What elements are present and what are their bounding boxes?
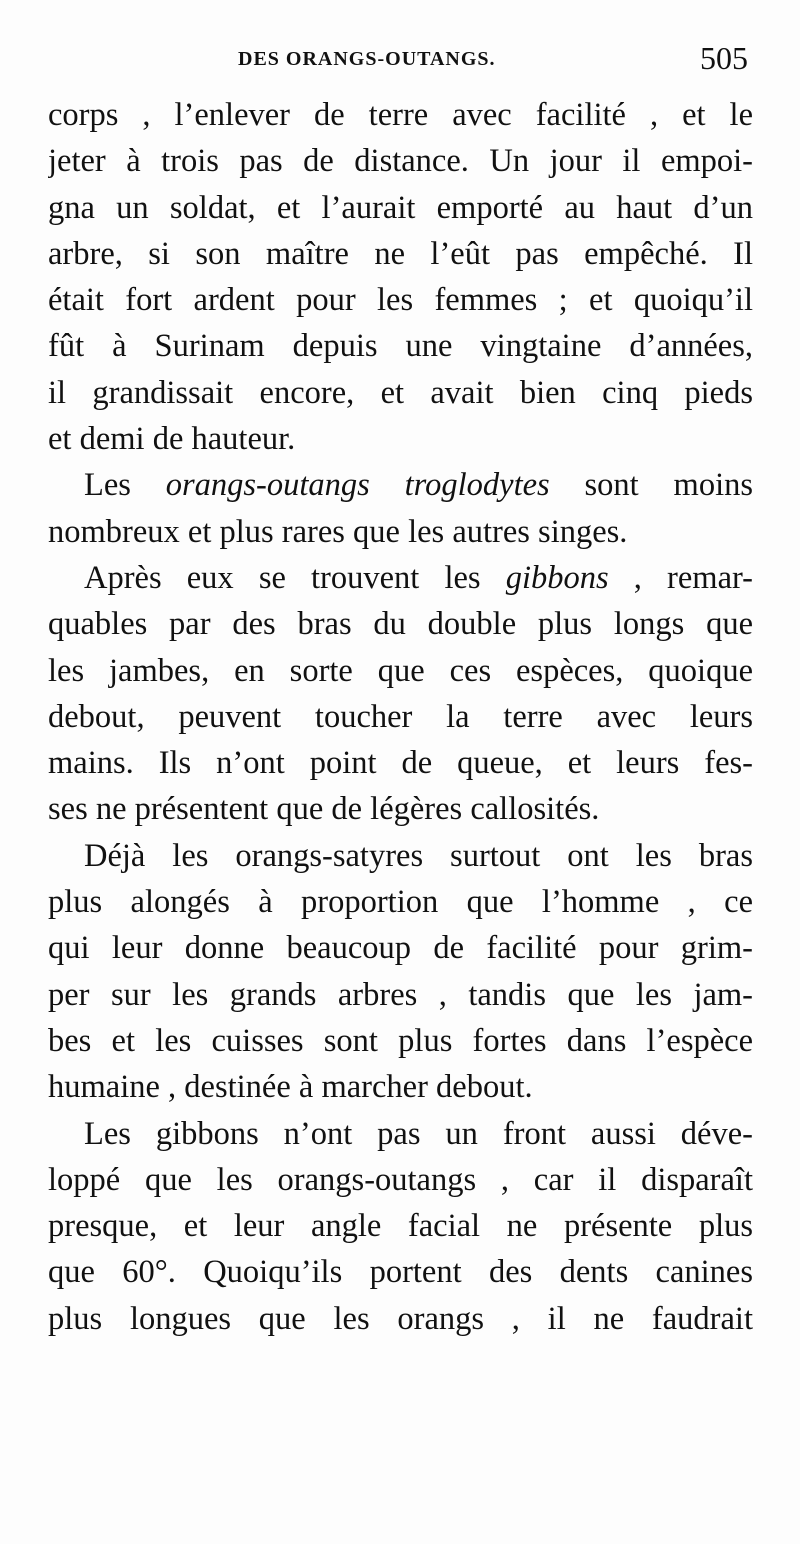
page-header [48,40,748,84]
text-line [48,555,753,601]
text-line: qui leur donne beaucoup de facilité pour grim- [48,930,753,967]
text-line: quables par des bras du double plus longs que [48,606,753,643]
text-line: et demi de hauteur. [48,421,296,458]
text-line: plus longues que les orangs , il ne faudrait [48,1300,753,1337]
text-segment: sont moins [549,467,753,504]
running-title: DES ORANGS-OUTANGS. [238,48,496,70]
text-line: per sur les grands arbres , tandis que les jam- [48,976,753,1013]
text-segment: Les [84,467,166,504]
text-line: mains. Ils n’ont point de queue, et leurs fes- [48,745,753,782]
text-line: corps , l’enlever de terre avec facilité , et le [48,97,753,133]
text-line: il grandissait encore, et avait bien cinq pieds [48,374,753,411]
text-line: arbre, si son maître ne l’eût pas empêché. Il [48,235,753,272]
text-line: debout, peuvent toucher la terre avec leurs [48,698,753,735]
body-text [48,92,753,1342]
text-line: gna un soldat, et l’aurait emporté au haut d’un [48,189,753,226]
text-line: jeter à trois pas de distance. Un jour il empoi- [48,143,753,180]
text-line: que 60°. Quoiqu’ils portent des dents canines [48,1254,753,1291]
italic-term: gibbons [505,559,609,596]
text-line: nombreux et plus rares que les autres singes. [48,513,628,550]
text-segment: , remar- [608,559,753,596]
text-line: ses ne présentent que de légères callosités. [48,791,600,828]
text-line [48,462,753,508]
text-line: bes et les cuisses sont plus fortes dans l’espèce [48,1022,753,1059]
text-line: humaine , destinée à marcher debout. [48,1069,533,1106]
text-line: Les gibbons n’ont pas un front aussi déve- [84,1115,753,1152]
text-line: Déjà les orangs-satyres surtout ont les bras [84,837,753,874]
page-number: 505 [700,40,748,76]
italic-term: orangs-outangs troglodytes [165,467,550,504]
text-line: était fort ardent pour les femmes ; et quoiqu’il [48,282,753,319]
text-line: presque, et leur angle facial ne présente plus [48,1208,753,1245]
text-segment: Après eux se trouvent les [84,559,506,596]
text-line: loppé que les orangs-outangs , car il disparaît [48,1161,753,1198]
text-line: les jambes, en sorte que ces espèces, quoique [48,652,753,689]
text-line: plus alongés à proportion que l’homme , ce [48,884,753,921]
text-line: fût à Surinam depuis une vingtaine d’années, [48,328,753,365]
